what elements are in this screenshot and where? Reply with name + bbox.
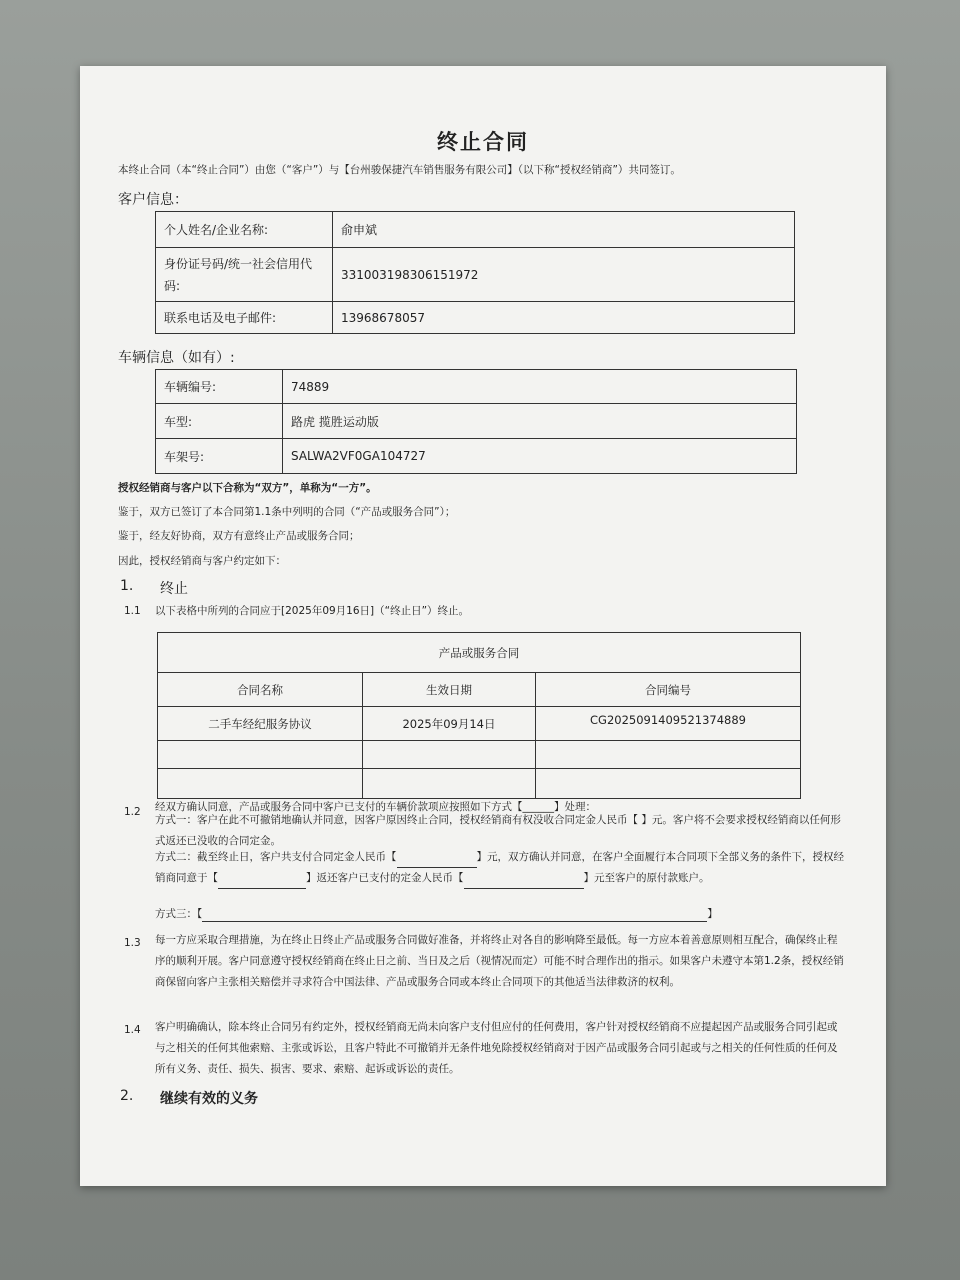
table-cell: 联系电话及电子邮件: [156, 302, 333, 334]
section-2-number: 2. [120, 1088, 134, 1104]
clause-1-4-number: 1.4 [124, 1024, 141, 1036]
method-2-part-d: 】元至客户的原付款账户。 [583, 872, 710, 884]
table-cell: 331003198306151972 [333, 248, 795, 302]
section-2-title: 继续有效的义务 [160, 1091, 258, 1107]
table-row [156, 212, 795, 248]
method-2-part-b: 】元，双方确认并同意，在客户全面履行本合同项下全部义务的条件下，授权经销商同意于【 [155, 851, 844, 884]
table-row [156, 302, 795, 334]
clause-1-3-number: 1.3 [124, 937, 141, 949]
clause-1-3-text: 每一方应采取合理措施，为在终止日终止产品或服务合同做好准备，并将终止对各自的影响降至最低。每一方应本着善意原则相互配合，确保终止程序的顺利开展。客户同意遵守授权经销商在终止日之前、当日及之后（视情况而定）可能不时合理作出的指示。如果客户未遵守本第1.2条，授权经销商保留向客户主张相关赔偿并寻求符合中国法律、产品或服务合同或本终止合同项下的其他适当法律救济的权利。 [155, 934, 844, 988]
customer-table [155, 211, 795, 334]
whereas-clause-1: 鉴于，双方已签订了本合同第1.1条中列明的合同（“产品或服务合同”）； [118, 506, 456, 518]
column-header: 合同编号 [536, 673, 801, 707]
column-header: 生效日期 [363, 673, 536, 707]
table-cell: CG2025091409521374889 [536, 707, 801, 741]
clause-1-1-text: 以下表格中所列的合同应于[2025年09月16日]（“终止日”）终止。 [155, 605, 470, 617]
method-2-part-c: 】返还客户已支付的定金人民币【 [306, 872, 464, 884]
table-row [156, 248, 795, 302]
table-cell: 车型: [156, 404, 283, 439]
clause-1-2-method-2 [155, 847, 845, 889]
clause-1-2-method-3: 方式三：【 】 [155, 906, 718, 922]
table-row [158, 707, 801, 741]
table-cell: 身份证号码/统一社会信用代码: [156, 248, 333, 302]
amount-blank[interactable] [397, 855, 477, 868]
table-row [158, 673, 801, 707]
table-cell: 二手车经纪服务协议 [158, 707, 363, 741]
table-cell: 13968678057 [333, 302, 795, 334]
table-cell [536, 741, 801, 769]
table-cell: 车辆编号: [156, 370, 283, 404]
table-cell: SALWA2VF0GA104727 [283, 439, 797, 474]
table-cell: 2025年09月14日 [363, 707, 536, 741]
table-cell [363, 741, 536, 769]
intro-text: 本终止合同（本“终止合同”）由您（“客户”）与【台州骏保捷汽车销售服务有限公司】（以下称“授权经销商”）共同签订。 [118, 164, 681, 176]
clause-1-2-method-1: 方式一：客户在此不可撤销地确认并同意，因客户原因终止合同，授权经销商有权没收合同定金人民币【 】元。客户将不会要求授权经销商以任何形式返还已没收的合同定金。 [155, 814, 841, 847]
table-row [156, 404, 797, 439]
method-2-part-a: 方式二：截至终止日，客户共支付合同定金人民币【 [155, 851, 397, 863]
table-cell [158, 741, 363, 769]
method-3-label: 方式三：【 [155, 908, 203, 920]
vehicle-heading: 车辆信息（如有）: [118, 350, 235, 366]
table-cell: 俞申斌 [333, 212, 795, 248]
date-blank[interactable] [218, 876, 306, 889]
section-1-title: 终止 [160, 581, 188, 597]
table-row [158, 741, 801, 769]
table-cell [363, 769, 536, 799]
table-cell [536, 769, 801, 799]
table-cell: 车架号: [156, 439, 283, 474]
table-row [156, 370, 797, 404]
customer-heading: 客户信息： [118, 192, 188, 208]
table-row [158, 633, 801, 673]
contracts-table [157, 632, 801, 799]
vehicle-table [155, 369, 797, 474]
clause-1-2-lead: 经双方确认同意，产品或服务合同中客户已支付的车辆价款项应按照如下方式【______】处理： [155, 801, 596, 813]
contract-page [80, 66, 886, 1186]
table-row [156, 439, 797, 474]
refund-amount-blank[interactable] [464, 876, 584, 889]
section-1-number: 1. [120, 578, 134, 594]
clause-1-4-text: 客户明确确认，除本终止合同另有约定外，授权经销商无尚未向客户支付但应付的任何费用，客户针对授权经销商不应提起因产品或服务合同引起或与之相关的任何其他索赔、主张或诉讼，且客户特此不可撤销并无条件地免除授权经销商对于因产品或服务合同引起或与之相关的任何性质的任何及所有义务、责任、损失、损害、要求、索赔、起诉或诉讼的责任。 [155, 1021, 838, 1075]
table-cell: 路虎 揽胜运动版 [283, 404, 797, 439]
table-header: 产品或服务合同 [158, 633, 801, 673]
clause-1-2-number: 1.2 [124, 806, 141, 818]
table-cell: 74889 [283, 370, 797, 404]
method-3-blank[interactable] [202, 909, 707, 922]
clause-1-1-number: 1.1 [124, 605, 141, 617]
page-title: 终止合同 [437, 130, 529, 154]
table-cell: 个人姓名/企业名称: [156, 212, 333, 248]
whereas-clause-2: 鉴于，经友好协商，双方有意终止产品或服务合同； [118, 530, 360, 542]
table-row [158, 769, 801, 799]
parties-definition: 授权经销商与客户以下合称为“双方”，单称为“一方”。 [118, 482, 377, 494]
table-cell [158, 769, 363, 799]
agreement-statement: 因此，授权经销商与客户约定如下： [118, 555, 286, 567]
column-header: 合同名称 [158, 673, 363, 707]
